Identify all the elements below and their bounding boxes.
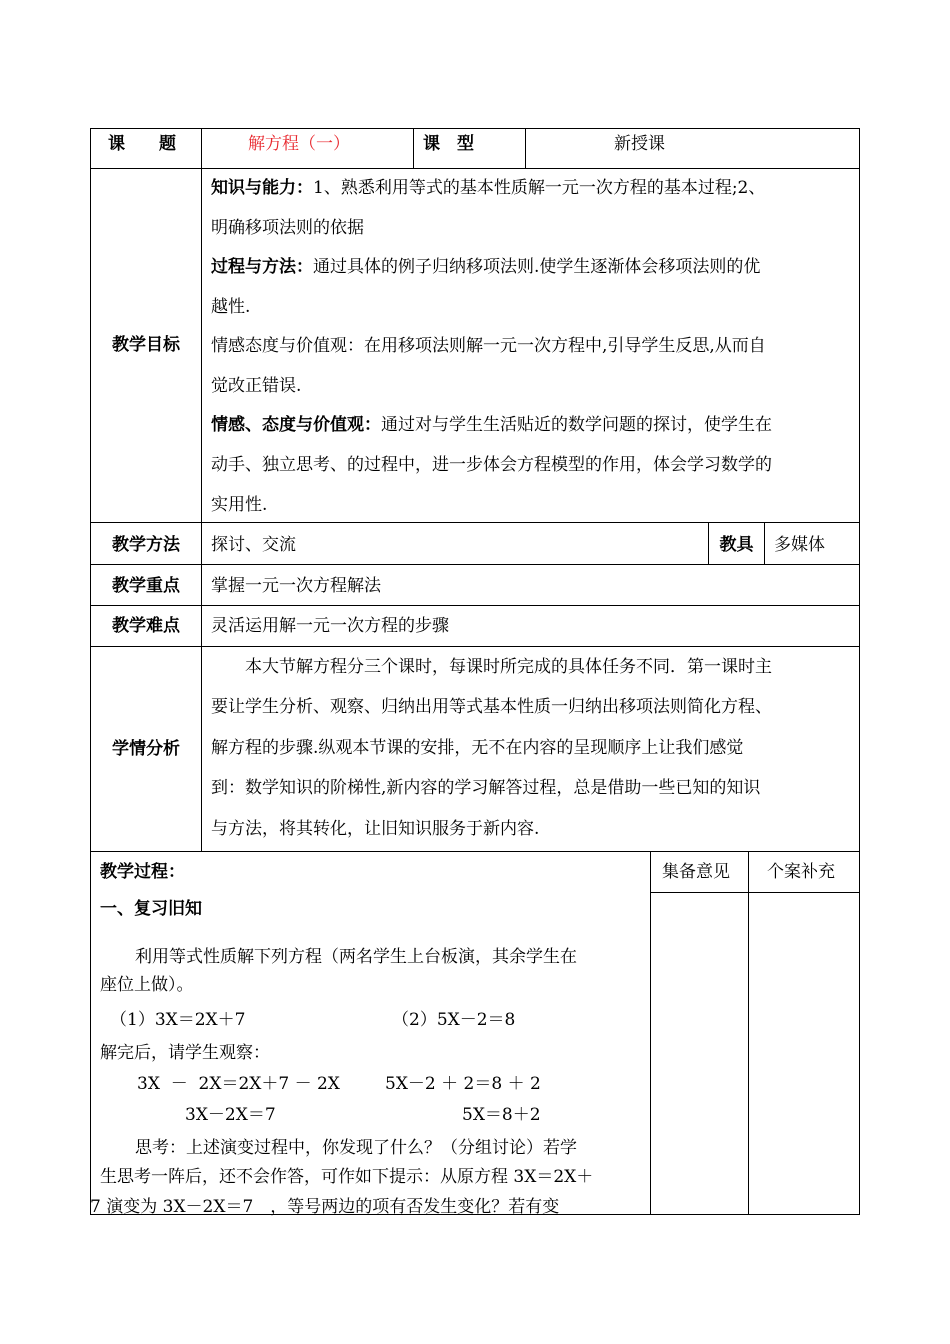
analysis-line: 本大节解方程分三个课时，每课时所完成的具体任务不同．第一课时主 xyxy=(245,657,772,677)
step-2a: 5X－2 ＋ 2＝8 ＋ 2 xyxy=(385,1074,541,1094)
table-border xyxy=(859,128,860,1215)
method-label: 教学方法 xyxy=(112,535,180,555)
analysis-label: 学情分析 xyxy=(112,739,180,759)
key-point-value: 掌握一元一次方程解法 xyxy=(211,576,381,596)
topic-label: 课 题 xyxy=(108,134,176,154)
step-1a: 3X － 2X＝2X＋7 － 2X xyxy=(137,1074,340,1094)
process-title: 教学过程： xyxy=(100,862,185,882)
method-value: 探讨、交流 xyxy=(211,535,296,555)
difficulty-value: 灵活运用解一元一次方程的步骤 xyxy=(211,616,449,636)
section-review-heading: 一、复习旧知 xyxy=(100,899,202,919)
objective-attitude-cont: 觉改正错误. xyxy=(211,376,302,396)
type-label: 课 型 xyxy=(423,134,474,154)
objective-emotion xyxy=(211,410,772,435)
type-value: 新授课 xyxy=(614,134,665,154)
table-border xyxy=(90,168,860,169)
step-2b: 5X＝8＋2 xyxy=(462,1105,541,1125)
key-point-label: 教学重点 xyxy=(112,576,180,596)
table-border xyxy=(650,851,651,1215)
analysis-line: 要让学生分析、观察、归纳出用等式基本性质一归纳出移项法则简化方程、 xyxy=(211,697,772,717)
table-border xyxy=(764,522,765,565)
objective-knowledge-title: 知识与能力： xyxy=(211,178,313,198)
review-paragraph-cont: 座位上做）。 xyxy=(100,975,194,995)
objective-emotion-cont2: 实用性. xyxy=(211,495,268,515)
objective-process-title: 过程与方法： xyxy=(211,257,313,277)
difficulty-label: 教学难点 xyxy=(112,616,180,636)
process-col-supplement: 个案补充 xyxy=(767,862,835,882)
analysis-line: 解方程的步骤.纵观本节课的安排，无不在内容的呈现顺序上让我们感觉 xyxy=(211,738,744,758)
equation-1: （1）3X＝2X＋7 xyxy=(110,1010,246,1030)
objective-emotion-cont: 动手、独立思考、的过程中，进一步体会方程模型的作用，体会学习数学的 xyxy=(211,455,772,475)
tools-value: 多媒体 xyxy=(774,535,825,555)
objective-attitude: 情感态度与价值观：在用移项法则解一元一次方程中,引导学生反思,从而自 xyxy=(211,336,766,356)
objective-knowledge-text: 1、熟悉利用等式的基本性质解一元一次方程的基本过程;2、 xyxy=(313,178,766,198)
table-border xyxy=(90,128,91,1215)
think-paragraph-cont: 生思考一阵后，还不会作答，可作如下提示：从原方程 3X＝2X＋ xyxy=(100,1167,594,1187)
objective-process xyxy=(211,252,760,277)
table-border xyxy=(90,605,860,606)
objective-emotion-title: 情感、态度与价值观： xyxy=(211,415,381,435)
observe-prompt: 解完后，请学生观察： xyxy=(100,1043,270,1063)
analysis-line: 与方法，将其转化，让旧知识服务于新内容. xyxy=(211,819,540,839)
objective-process-cont: 越性. xyxy=(211,297,251,317)
step-1b: 3X－2X＝7 xyxy=(185,1105,276,1125)
objectives-label: 教学目标 xyxy=(112,335,180,355)
objective-emotion-text: 通过对与学生生活贴近的数学问题的探讨，使学生在 xyxy=(381,415,772,435)
tools-label: 教具 xyxy=(719,535,754,555)
objective-process-text: 通过具体的例子归纳移项法则.使学生逐渐体会移项法则的优 xyxy=(313,257,761,277)
process-col-review: 集备意见 xyxy=(662,862,730,882)
table-border xyxy=(90,646,860,647)
table-border xyxy=(525,128,526,169)
analysis-line: 到：数学知识的阶梯性,新内容的学习解答过程，总是借助一些已知的知识 xyxy=(211,778,761,798)
topic-value: 解方程（一） xyxy=(248,134,350,154)
table-border xyxy=(201,128,202,852)
think-paragraph-cont2: 7 演变为 3X－2X＝7 ，等号两边的项有否发生变化？若有变 xyxy=(90,1197,560,1217)
table-border xyxy=(90,522,860,523)
table-border xyxy=(748,851,749,1215)
table-border xyxy=(650,892,860,893)
table-border xyxy=(90,128,860,129)
table-border xyxy=(90,564,860,565)
table-border xyxy=(413,128,414,169)
think-paragraph: 思考：上述演变过程中，你发现了什么？（分组讨论）若学 xyxy=(135,1138,577,1158)
table-border xyxy=(90,851,860,852)
equation-2: （2）5X－2＝8 xyxy=(392,1010,516,1030)
review-paragraph: 利用等式性质解下列方程（两名学生上台板演，其余学生在 xyxy=(135,947,577,967)
objective-knowledge xyxy=(211,173,765,198)
objective-knowledge-cont: 明确移项法则的依据 xyxy=(211,218,364,238)
